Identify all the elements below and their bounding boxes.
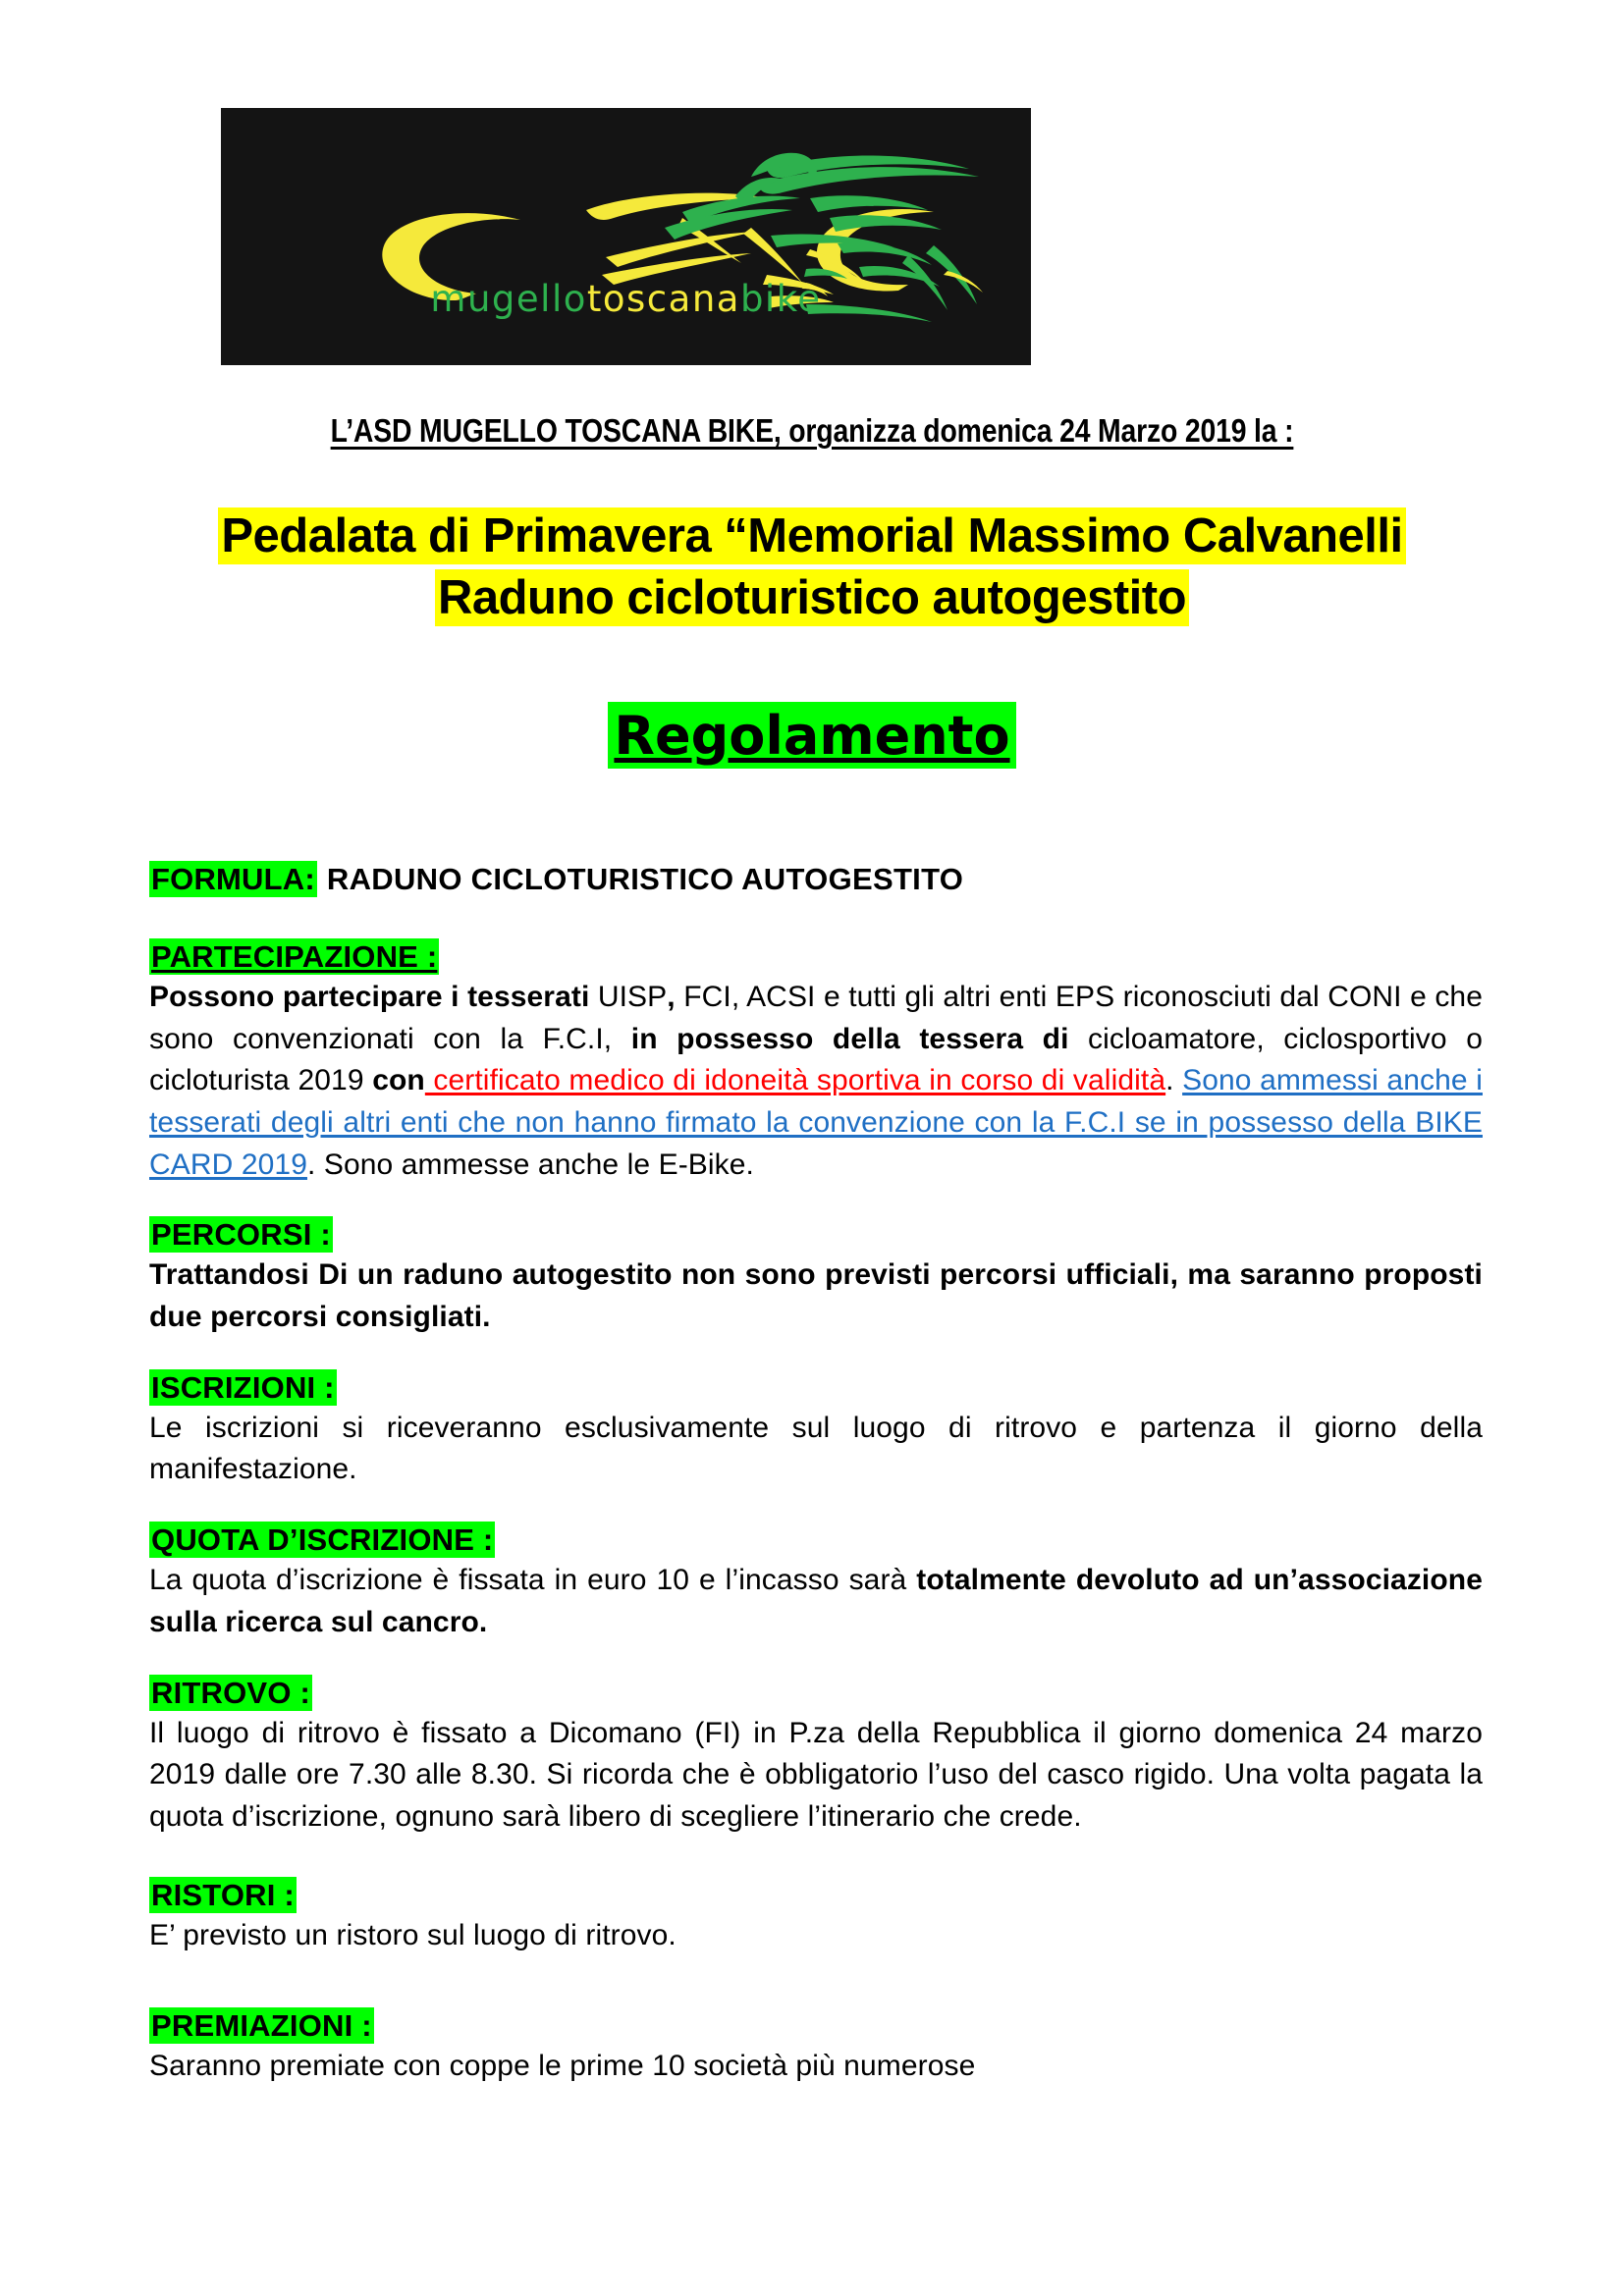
section-partecipazione: [149, 937, 1483, 1186]
section-quota: [149, 1521, 1483, 1643]
premiazioni-label: PREMIAZIONI :: [151, 2007, 372, 2043]
ristori-label: RISTORI :: [151, 1877, 295, 1912]
partecipazione-paragraph: [149, 977, 1483, 1186]
spacer: [149, 1648, 1483, 1674]
partecipazione-text-5: . Sono ammesse anche le E-Bike.: [306, 1148, 754, 1181]
logo-wordmark-mugello: mugello: [430, 278, 587, 320]
cyclist-logo-icon: [221, 108, 1031, 365]
section-iscrizioni: [149, 1368, 1483, 1491]
spacer: [149, 1842, 1483, 1876]
section-formula: [149, 859, 1483, 900]
document-heading-text: Regolamento: [608, 702, 1015, 769]
quota-heading: [149, 1521, 1483, 1560]
partecipazione-text-3: cicloamatore, ciclosportivo o cicloturista 2019: [149, 1022, 1483, 1097]
spacer: [149, 1495, 1483, 1521]
organizer-line-text: L’ASD MUGELLO TOSCANA BIKE, organizza domenica 24 Marzo 2019 la :: [330, 412, 1294, 449]
organizer-line: [114, 412, 1510, 450]
partecipazione-text-2: FCI, ACSI e tutti gli altri enti EPS riconosciuti dal CONI e che sono convenzionati con la F.C.I,: [149, 981, 1483, 1055]
partecipazione-bold-2: ,: [667, 981, 676, 1014]
partecipazione-label: PARTECIPAZIONE :: [151, 938, 438, 974]
event-title-line-2-text: Raduno cicloturistico autogestito: [435, 569, 1189, 626]
partecipazione-blue-clause: Sono ammessi anche i tesserati degli altri enti che non hanno firmato la convenzione con la F.C.I se in possesso della BIKE CARD 2019: [149, 1064, 1483, 1181]
percorsi-paragraph: Trattandosi Di un raduno autogestito non sono previsti percorsi ufficiali, ma saranno proposti due percorsi consigliati.: [149, 1258, 1483, 1333]
partecipazione-text-4: .: [1165, 1064, 1183, 1097]
percorsi-label: PERCORSI :: [151, 1217, 331, 1253]
partecipazione-heading: [149, 937, 1483, 977]
iscrizioni-paragraph: Le iscrizioni si riceveranno esclusivamente sul luogo di ritrovo e partenza il giorno della manifestazione.: [149, 1411, 1483, 1486]
club-logo-banner: [221, 108, 1031, 365]
section-ristori: [149, 1876, 1483, 1957]
partecipazione-bold-4: con: [372, 1064, 425, 1097]
spacer: [149, 904, 1483, 937]
ritrovo-label: RITROVO :: [151, 1675, 310, 1710]
spacer: [149, 1343, 1483, 1368]
partecipazione-bold-1: Possono partecipare i tesserati: [149, 981, 590, 1014]
section-percorsi: [149, 1215, 1483, 1338]
section-ritrovo: [149, 1674, 1483, 1839]
logo-wordmark: [221, 278, 1031, 320]
quota-paragraph: [149, 1560, 1483, 1643]
partecipazione-text-1: UISP: [589, 981, 668, 1014]
iscrizioni-label: ISCRIZIONI :: [151, 1369, 335, 1405]
spacer: [149, 1961, 1483, 2006]
percorsi-heading: [149, 1215, 1483, 1255]
ritrovo-paragraph: Il luogo di ritrovo è fissato a Dicomano (FI) in P.za della Repubblica il giorno domenica 24 marzo 2019 dalle ore 7.30 alle 8.30. Si ricorda che è obbligatorio l’uso del casco rigido. Una volta pagata la quota d’iscrizione, ognuno sarà libero di scegliere l’itinerario che crede.: [149, 1716, 1483, 1834]
iscrizioni-heading: [149, 1368, 1483, 1408]
quota-label: QUOTA D’ISCRIZIONE :: [151, 1522, 494, 1558]
partecipazione-bold-3: in possesso della tessera di: [630, 1022, 1069, 1055]
premiazioni-heading: [149, 2006, 1483, 2046]
event-title-line-1: [0, 506, 1624, 567]
section-premiazioni: [149, 2006, 1483, 2088]
event-title-line-1-text: Pedalata di Primavera “Memorial Massimo Calvanelli: [218, 507, 1405, 564]
logo-wordmark-bike: bike: [739, 278, 822, 320]
partecipazione-red-clause: certificato medico di idoneità sportiva in corso di validità: [424, 1064, 1166, 1097]
ristori-heading: [149, 1876, 1483, 1915]
regulation-body: [149, 859, 1483, 2091]
formula-row: [149, 859, 1483, 900]
formula-value: RADUNO CICLOTURISTICO AUTOGESTITO: [326, 862, 964, 896]
ritrovo-heading: [149, 1674, 1483, 1713]
event-title-line-2: [0, 567, 1624, 629]
ristori-paragraph: E’ previsto un ristoro sul luogo di ritrovo.: [149, 1918, 677, 1951]
event-title: [0, 506, 1624, 628]
premiazioni-paragraph: Saranno premiate con coppe le prime 10 società più numerose: [149, 2049, 976, 2082]
logo-wordmark-toscana: toscana: [586, 278, 740, 320]
formula-label: FORMULA:: [151, 862, 315, 896]
quota-text-plain: La quota d’iscrizione è fissata in euro 10 e l’incasso sarà: [149, 1564, 917, 1597]
document-heading: [0, 705, 1624, 767]
spacer: [149, 1190, 1483, 1215]
quota-text-bold: totalmente devoluto ad un’associazione sulla ricerca sul cancro.: [149, 1564, 1483, 1638]
